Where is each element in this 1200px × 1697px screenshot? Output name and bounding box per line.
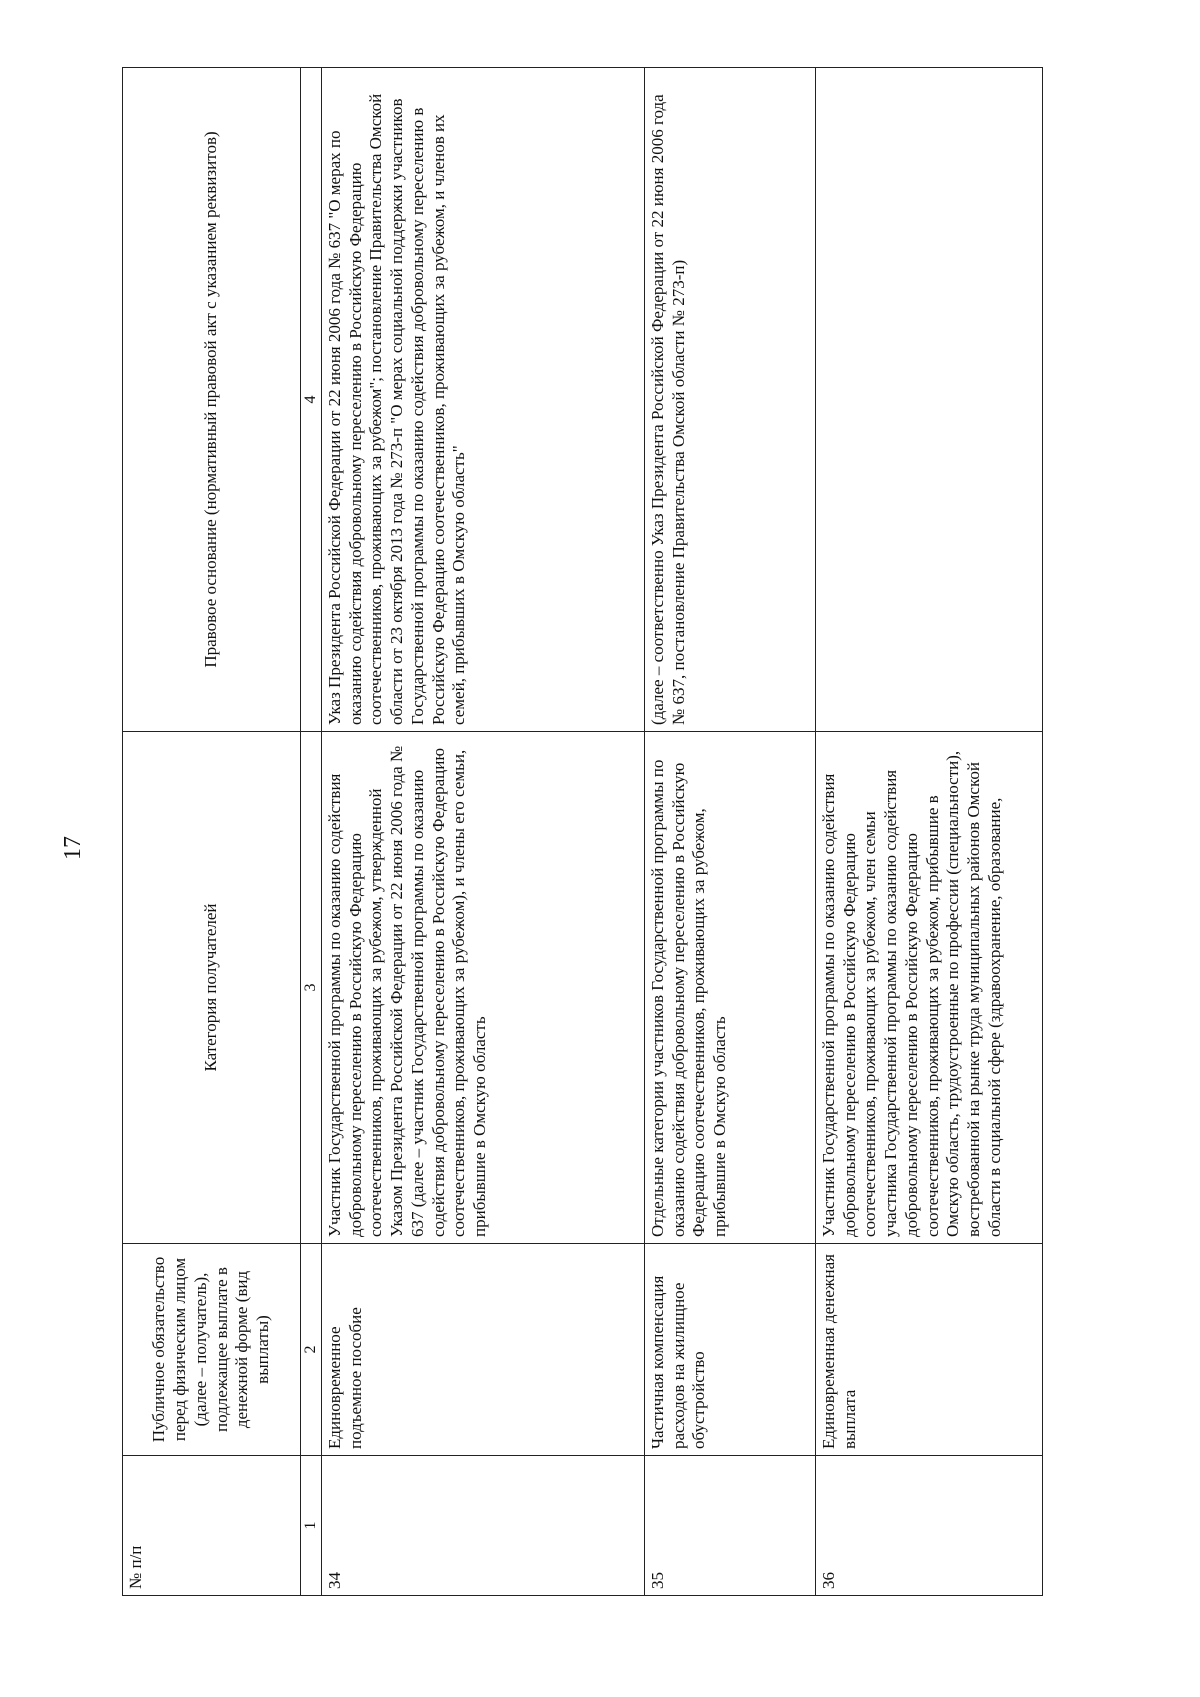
header-payment: Публичное обязательство перед физическим лицом (далее – получатель), подлежащее выплате в денежной форме (вид выплаты): [123, 1244, 301, 1456]
table-row: [322, 68, 645, 1596]
column-number: 2: [301, 1244, 322, 1456]
table-row: [816, 68, 1043, 1596]
table-row: [645, 68, 816, 1596]
page-number: 17: [60, 836, 86, 860]
row-number: 34: [322, 1456, 645, 1596]
row-number: 36: [816, 1456, 1043, 1596]
column-number: 4: [301, 68, 322, 732]
row-number: 35: [645, 1456, 816, 1596]
row-payment: Единовременная денежная выплата: [816, 1244, 1043, 1456]
row-legal-basis: [816, 68, 1043, 732]
row-payment: Частичная компенсация расходов на жилищное обустройство: [645, 1244, 816, 1456]
header-row: [123, 68, 301, 1596]
column-number: 1: [301, 1456, 322, 1596]
row-category: Участник Государственной программы по оказанию содействия добровольному переселению в Российскую Федерацию соотечественников, проживающих за рубежом, утвержденной Указом Президента Российской Федерации от 22 июня 2006 года № 637 (далее – участник Государственной программы по оказанию содействия добровольному переселению в Российскую Федерацию соотечественников, проживающих за рубежом), и члены его семьи, прибывшие в Омскую область: [322, 732, 645, 1244]
header-legal-basis: Правовое основание (нормативный правовой акт с указанием реквизитов): [123, 68, 301, 732]
row-category: Отдельные категории участников Государственной программы по оказанию содействия добровольному переселению в Российскую Федерацию соотечественников, проживающих за рубежом, прибывшие в Омскую область: [645, 732, 816, 1244]
column-number: 3: [301, 732, 322, 1244]
row-payment: Единовременное подъемное пособие: [322, 1244, 645, 1456]
row-legal-basis: Указ Президента Российской Федерации от 22 июня 2006 года № 637 "О мерах по оказанию содействия добровольному переселению в Российскую Федерацию соотечественников, проживающих за рубежом"; постановление Правительства Омской области от 23 октября 2013 года № 273-п "О мерах социальной поддержки участников Государственной программы по оказанию содействия добровольному переселению в Российскую Федерацию соотечественников, проживающих за рубежом, и членов их семей, прибывших в Омскую область": [322, 68, 645, 732]
row-legal-basis: (далее – соответственно Указ Президента Российской Федерации от 22 июня 2006 года № 637, постановление Правительства Омской области № 273-п): [645, 68, 816, 732]
column-numbers-row: [301, 68, 322, 1596]
obligations-table: [122, 67, 1043, 1596]
row-category: Участник Государственной программы по оказанию содействия добровольному переселению в Российскую Федерацию соотечественников, проживающих за рубежом, член семьи участника Государственной программы по оказанию содействия добровольному переселению в Российскую Федерацию соотечественников, проживающих за рубежом, прибывшие в Омскую область, трудоустроенные по профессии (специальности), востребованной на рынке труда муниципальных районов Омской области в социальной сфере (здравоохранение, образование,: [816, 732, 1043, 1244]
header-category: Категория получателей: [123, 732, 301, 1244]
rotated-table-wrapper: [122, 68, 1066, 1596]
header-number: № п/п: [123, 1456, 301, 1596]
